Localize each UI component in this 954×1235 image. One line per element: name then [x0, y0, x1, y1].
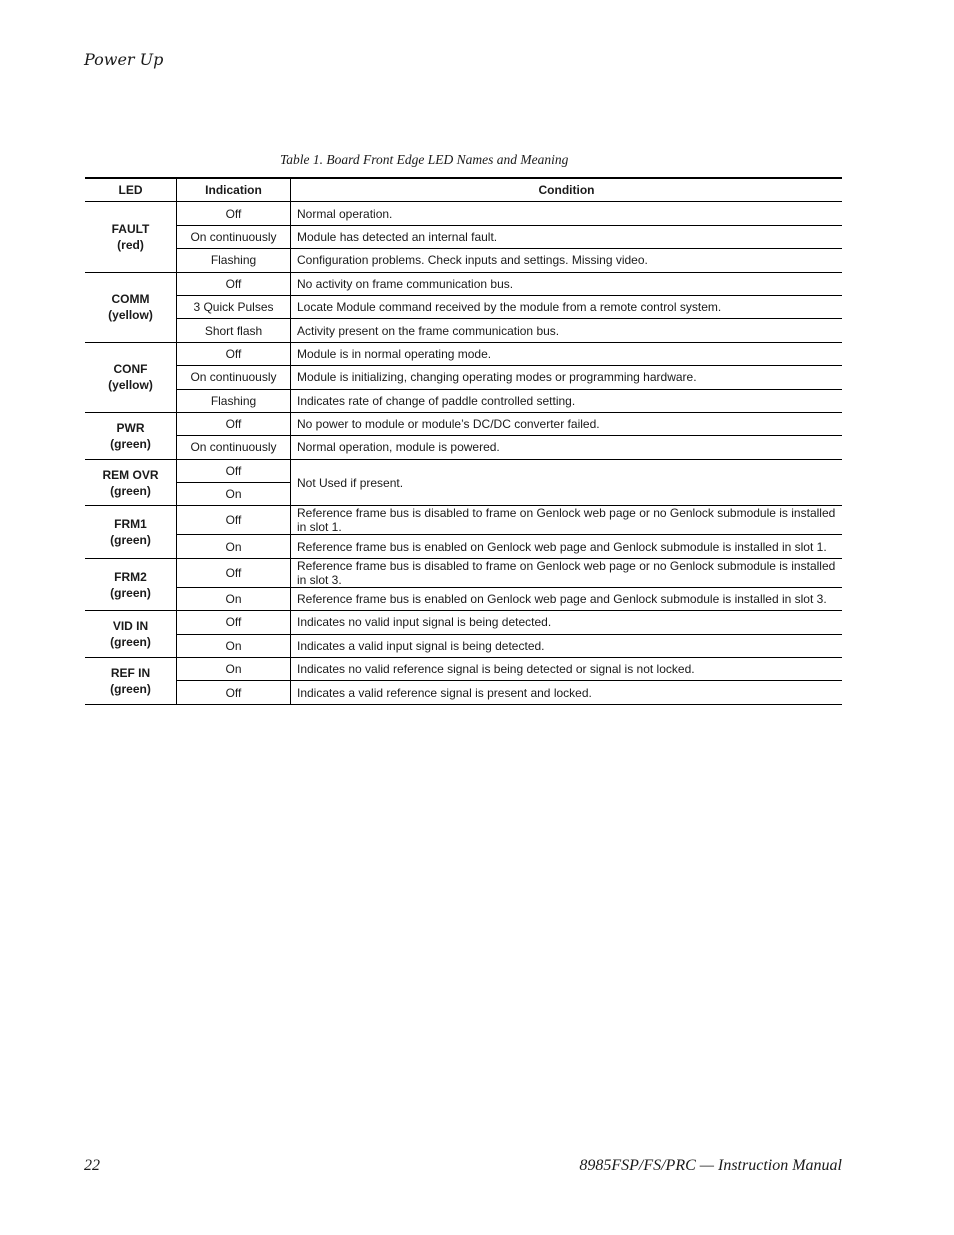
indication-cell: On [177, 587, 291, 610]
led-color: (red) [117, 237, 144, 252]
led-color: (green) [110, 585, 151, 600]
led-cell [85, 272, 177, 342]
led-name: REM OVR [102, 467, 159, 482]
condition-cell: Normal operation, module is powered. [291, 436, 843, 459]
indication-cell: On continuously [177, 225, 291, 248]
indication-cell: On [177, 483, 291, 506]
indication-cell: Off [177, 202, 291, 225]
table-row [85, 366, 842, 389]
condition-cell: Locate Module command received by the module from a remote control system. [291, 295, 843, 318]
table-row [85, 389, 842, 412]
led-name: FAULT [111, 221, 150, 236]
indication-cell: On continuously [177, 366, 291, 389]
condition-cell: No power to module or module’s DC/DC converter failed. [291, 412, 843, 435]
condition-cell: Module has detected an internal fault. [291, 225, 843, 248]
table-row [85, 295, 842, 318]
table-row [85, 535, 842, 558]
condition-cell: Indicates a valid input signal is being detected. [291, 634, 843, 657]
table-row [85, 272, 842, 295]
led-name: COMM [111, 292, 150, 307]
indication-cell: On continuously [177, 436, 291, 459]
table-row [85, 225, 842, 248]
indication-cell: On [177, 658, 291, 681]
condition-cell: Indicates rate of change of paddle controlled setting. [291, 389, 843, 412]
led-cell [85, 342, 177, 412]
led-color: (green) [110, 436, 151, 451]
led-name: FRM1 [114, 517, 147, 532]
condition-cell: Module is initializing, changing operating modes or programming hardware. [291, 366, 843, 389]
indication-cell: Off [177, 506, 291, 535]
indication-cell: Off [177, 611, 291, 634]
table-row [85, 459, 842, 482]
led-cell [85, 459, 177, 506]
condition-cell: Not Used if present. [291, 459, 843, 506]
table-row [85, 436, 842, 459]
led-color: (yellow) [108, 308, 153, 323]
table-row [85, 587, 842, 610]
column-header-condition: Condition [291, 178, 843, 202]
column-header-indication: Indication [177, 178, 291, 202]
led-name: VID IN [112, 619, 149, 634]
indication-cell: Off [177, 558, 291, 587]
condition-cell: Reference frame bus is enabled on Genlock web page and Genlock submodule is installed in slot 3. [291, 587, 843, 610]
condition-cell: Reference frame bus is disabled to frame on Genlock web page or no Genlock submodule is installed in slot 3. [291, 558, 843, 587]
led-color: (green) [110, 483, 151, 498]
led-color: (green) [110, 533, 151, 548]
page-number: 22 [84, 1157, 100, 1174]
condition-cell: Reference frame bus is disabled to frame on Genlock web page or no Genlock submodule is installed in slot 1. [291, 506, 843, 535]
condition-cell: Normal operation. [291, 202, 843, 225]
led-color: (green) [110, 681, 151, 696]
running-head: Power Up [84, 50, 164, 69]
table-row [85, 202, 842, 225]
indication-cell: Off [177, 272, 291, 295]
table-row [85, 558, 842, 587]
condition-cell: Indicates no valid input signal is being detected. [291, 611, 843, 634]
indication-cell: 3 Quick Pulses [177, 295, 291, 318]
indication-cell: Off [177, 342, 291, 365]
indication-cell: Flashing [177, 389, 291, 412]
table-row [85, 249, 842, 272]
condition-cell: Configuration problems. Check inputs and settings. Missing video. [291, 249, 843, 272]
condition-cell: Indicates no valid reference signal is being detected or signal is not locked. [291, 658, 843, 681]
led-name: REF IN [110, 665, 151, 680]
table-header-row [85, 178, 842, 202]
table-row [85, 611, 842, 634]
led-table [85, 177, 842, 705]
led-cell [85, 412, 177, 459]
table-row [85, 319, 842, 342]
table-caption: Table 1. Board Front Edge LED Names and Meaning [280, 152, 569, 167]
indication-cell: On [177, 634, 291, 657]
indication-cell: Off [177, 681, 291, 704]
condition-cell: No activity on frame communication bus. [291, 272, 843, 295]
table-row [85, 342, 842, 365]
table-row [85, 634, 842, 657]
indication-cell: Off [177, 459, 291, 482]
led-color: (green) [110, 635, 151, 650]
led-cell [85, 611, 177, 658]
table-row [85, 412, 842, 435]
led-cell [85, 202, 177, 272]
indication-cell: On [177, 535, 291, 558]
indication-cell: Off [177, 412, 291, 435]
led-name: PWR [116, 420, 145, 435]
manual-title: 8985FSP/FS/PRC — Instruction Manual [579, 1157, 842, 1174]
led-cell [85, 658, 177, 705]
condition-cell: Indicates a valid reference signal is present and locked. [291, 681, 843, 704]
led-cell [85, 506, 177, 558]
indication-cell: Flashing [177, 249, 291, 272]
led-name: FRM2 [114, 569, 147, 584]
table-row [85, 506, 842, 535]
indication-cell: Short flash [177, 319, 291, 342]
condition-cell: Module is in normal operating mode. [291, 342, 843, 365]
column-header-led: LED [85, 178, 177, 202]
table-row [85, 681, 842, 704]
led-color: (yellow) [108, 378, 153, 393]
condition-cell: Reference frame bus is enabled on Genlock web page and Genlock submodule is installed in slot 1. [291, 535, 843, 558]
led-name: CONF [113, 362, 148, 377]
table-row [85, 658, 842, 681]
led-cell [85, 558, 177, 610]
condition-cell: Activity present on the frame communication bus. [291, 319, 843, 342]
